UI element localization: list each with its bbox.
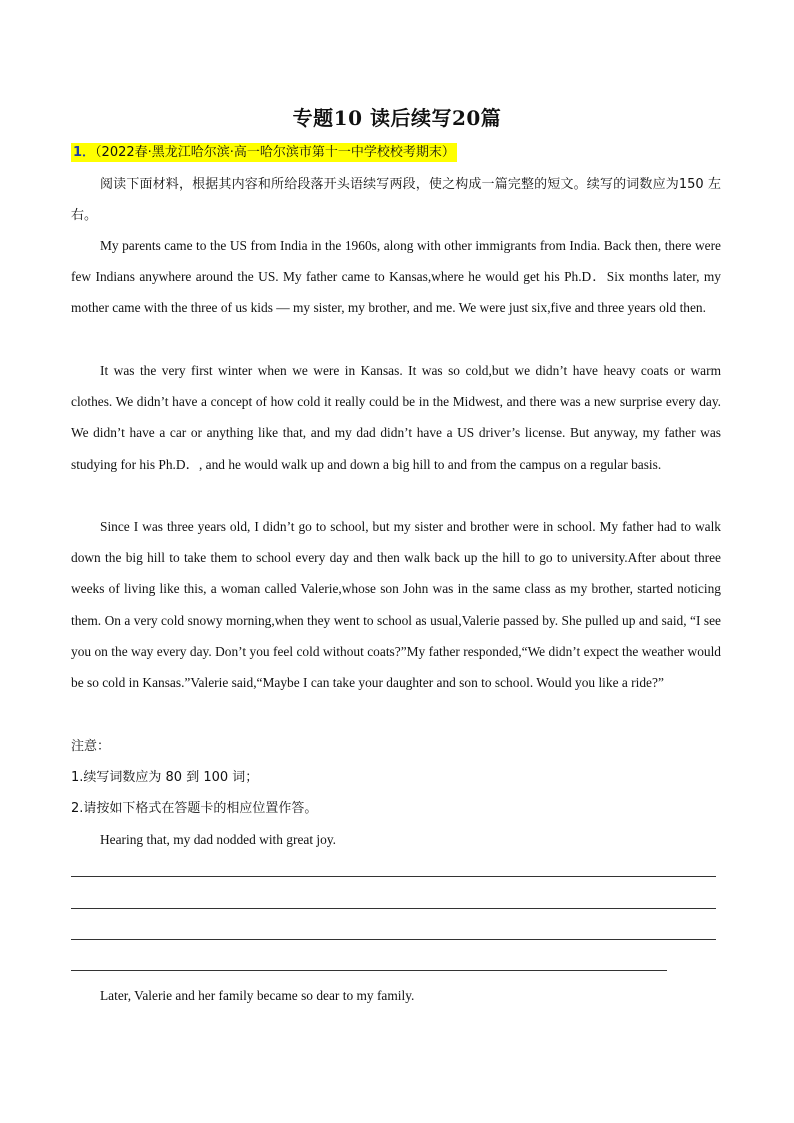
- continuation-prompt-2: Later, Valerie and her family became so dear to my family.: [100, 988, 415, 1003]
- instruction-text: 阅读下面材料，根据其内容和所给段落开头语续写两段，使之构成一篇完整的短文。续写的词数应为150 左右。: [71, 177, 721, 224]
- paragraph-3: Since I was three years old, I didn’t go to school, but my sister and brother were in school. My father had to walk down the big hill to take them to school every day and then walk back up the hill to go to university.After about three weeks of living like this, a woman called Valerie,whose son John was in the same class as my brother, started noticing them. On a very cold snowy morning,when they went to school as usual,Valerie passed by. She pulled up and said, “I see you on the way every day. Don’t you feel cold without coats?”My father responded,“We didn’t expect the weather would be so cold in Kansas.”Valerie said,“Maybe I can take your daughter and son to school. Would you like a ride?”: [71, 519, 721, 691]
- page-title: 专题10 读后续写20篇: [292, 106, 502, 130]
- paragraph-2: It was the very first winter when we were in Kansas. It was so cold,but we didn’t have heavy coats or warm clothes. We didn’t have a concept of how cold it really could be in the Midwest, and there was a new surprise every day. We didn’t have a car or anything like that, and my dad didn’t have a US driver’s license. But anyway, my father was studying for his Ph.D．, and he would walk up and down a big hill to and from the campus on a regular basis.: [71, 363, 721, 472]
- question-source: （2022春·黑龙江哈尔滨·高一哈尔滨市第十一中学校校考期末）: [95, 145, 455, 160]
- notes-heading: 注意：: [71, 739, 111, 754]
- question-source-highlight: [71, 143, 457, 162]
- paragraph-1: My parents came to the US from India in the 1960s, along with other immigrants from India. Back then, there were few Indians anywhere around the US. My father came to Kansas,where he would get his Ph.D．Six months later, my mother came with the three of us kids — my sister, my brother, and me. We were just six,five and three years old then.: [71, 238, 721, 316]
- continuation-prompt-1: Hearing that, my dad nodded with great joy.: [100, 832, 337, 847]
- answer-line: [71, 876, 716, 877]
- answer-line: [71, 908, 716, 909]
- answer-line: [71, 939, 716, 940]
- answer-line: [71, 970, 667, 971]
- note-item-1: 1.续写词数应为 80 到 100 词；: [71, 770, 259, 785]
- question-number: 1．: [73, 145, 96, 160]
- note-item-2: 2.请按如下格式在答题卡的相应位置作答。: [71, 801, 318, 816]
